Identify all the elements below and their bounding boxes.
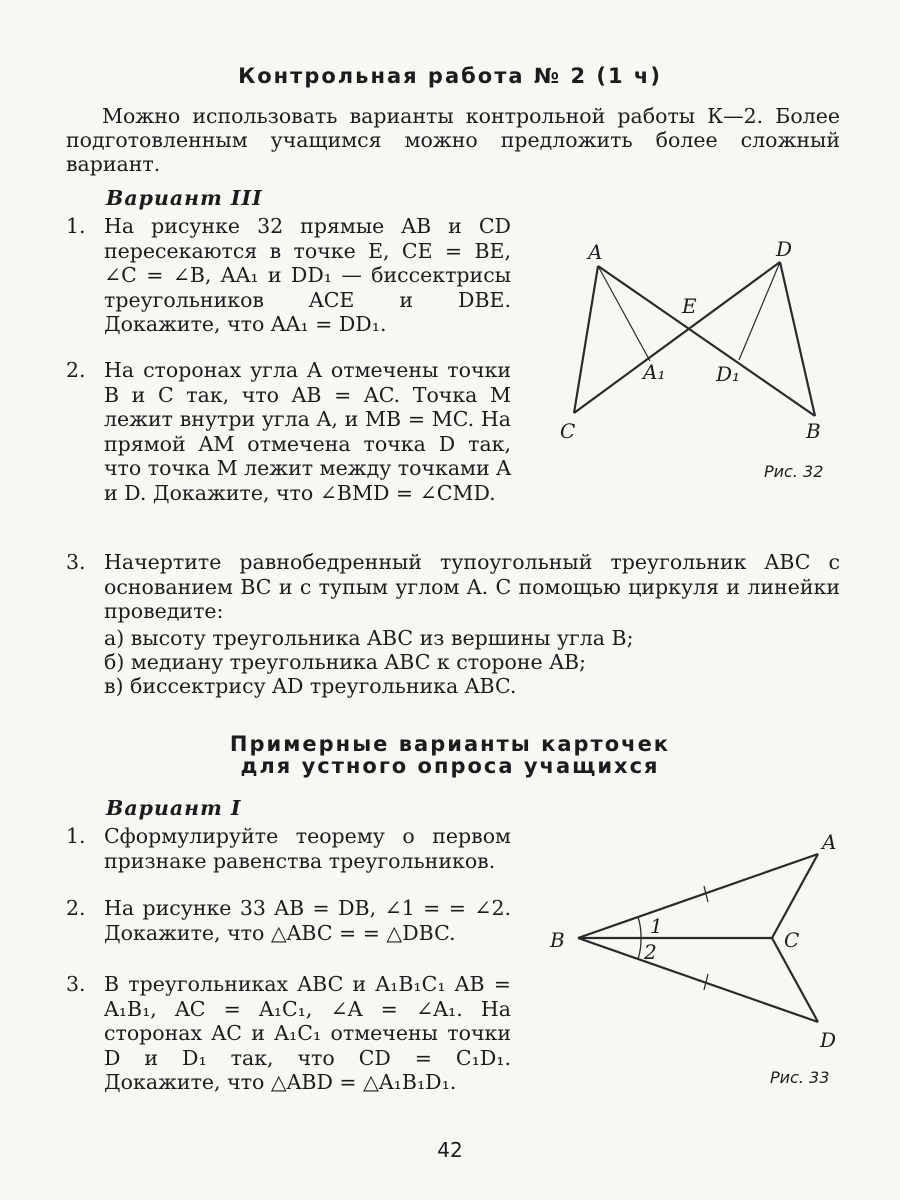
problem-text: В треугольниках ABC и A₁B₁C₁ AB = A₁B₁, AC = A₁C₁, ∠A = ∠A₁. На сторонах AC и A₁C₁ отмечены точки D и D₁ так, что CD = C₁D₁. Докажите, что △ABD = △A₁B₁D₁. [104, 972, 511, 1094]
label-d1: D₁ [716, 362, 741, 386]
label-c: C [784, 928, 800, 952]
problem-number: 3. [66, 550, 86, 574]
label-c: C [560, 419, 576, 443]
label-d: D [776, 237, 793, 261]
section-title: Контрольная работа № 2 (1 ч) [238, 64, 662, 88]
problem-number: 1. [66, 214, 86, 238]
label-b: B [806, 419, 821, 443]
problem-number: 1. [66, 824, 86, 848]
label-b: B [550, 928, 565, 952]
problem-number: 3. [66, 972, 86, 996]
figure-33-caption: Рис. 33 [770, 1068, 830, 1087]
label-d: D [820, 1028, 837, 1052]
segment-bd [578, 938, 818, 1022]
problem-number: 2. [66, 358, 86, 382]
label-a: A [822, 830, 837, 854]
problem-number: 2. [66, 896, 86, 920]
problem-text: На рисунке 33 AB = DB, ∠1 = = ∠2. Докажите, что △ABC = = △DBC. [104, 896, 511, 945]
angle-1-arc [638, 917, 641, 938]
page-number: 42 [437, 1138, 463, 1162]
label-angle-2: 2 [644, 940, 657, 964]
subitem-b: б) медиану треугольника ABC к стороне AB; [104, 650, 586, 674]
problem-text: Сформулируйте теорему о первом признаке равенства треугольников. [104, 824, 511, 873]
angle-2-arc [638, 938, 641, 959]
problem-text: На сторонах угла A отмечены точки B и C так, что AB = AC. Точка M лежит внутри угла A, и MB = MC. На прямой AM отмечена точка D так, что точка M лежит между точками A и D. Докажите, что ∠BMD = ∠CMD. [104, 358, 511, 505]
label-angle-1: 1 [650, 914, 663, 938]
section-title-line1: Примерные варианты карточек [229, 732, 671, 756]
problem-text: Начертите равнобедренный тупоугольный треугольник ABC с основанием BC и с тупым углом A. С помощью циркуля и линейки проведите: [104, 550, 840, 623]
segment-ba [578, 854, 818, 938]
label-e: E [682, 294, 697, 318]
subitem-c: в) биссектрису AD треугольника ABC. [104, 674, 517, 698]
section-title-line2: для устного опроса учащихся [240, 754, 660, 778]
variant-heading: Вариант I [106, 796, 242, 820]
variant-heading: Вариант III [106, 186, 263, 210]
intro-paragraph: Можно использовать варианты контрольной работы К—2. Более подготовленным учащимся можно предложить более сложный вариант. [66, 104, 840, 176]
label-a1: A₁ [643, 360, 666, 384]
label-a: A [588, 240, 603, 264]
subitem-a: а) высоту треугольника ABC из вершины угла B; [104, 626, 634, 650]
figure-32-caption: Рис. 32 [764, 462, 824, 481]
problem-text: На рисунке 32 прямые AB и CD пересекаются в точке E, CE = BE, ∠C = ∠B, AA₁ и DD₁ — биссектрисы треугольников ACE и DBE. Докажите, что AA₁ = DD₁. [104, 214, 511, 336]
